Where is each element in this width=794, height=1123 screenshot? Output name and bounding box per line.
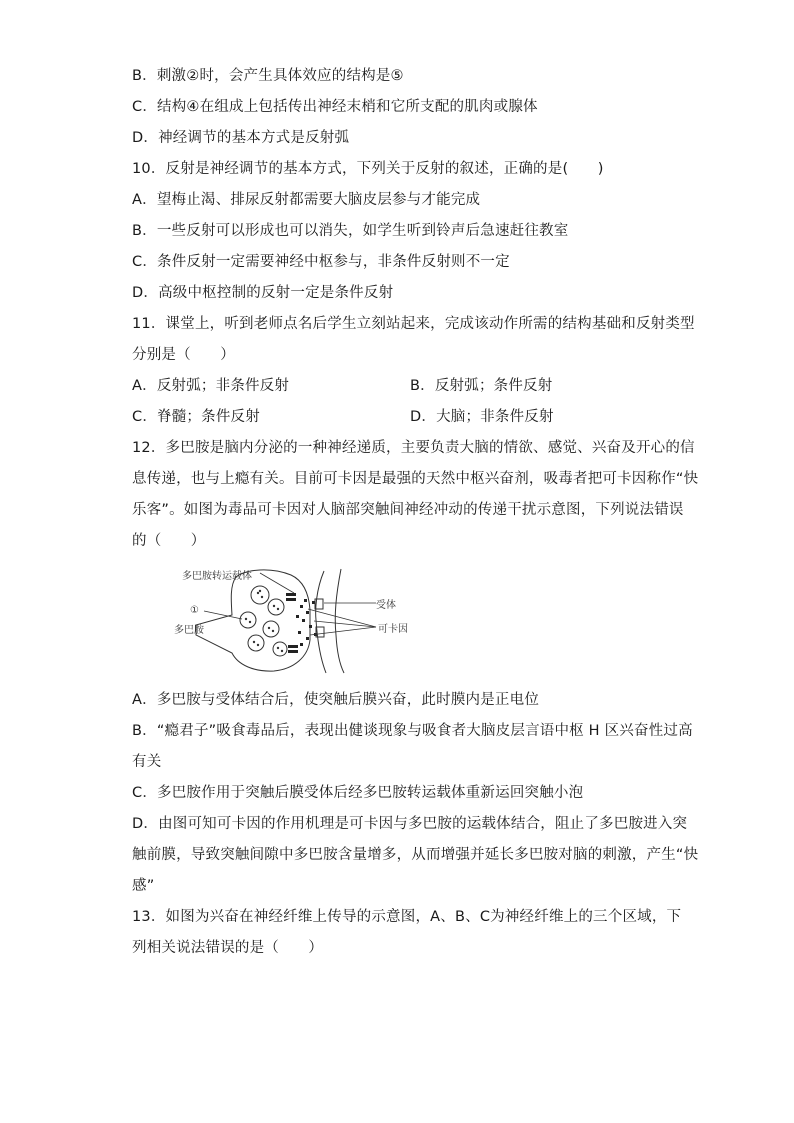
q10-option-b: B．一些反射可以形成也可以消失，如学生听到铃声后急速赶往教室	[132, 223, 569, 239]
q10-option-d: D．高级中枢控制的反射一定是条件反射	[132, 285, 394, 301]
q12-option-d-line1: D．由图可知可卡因的作用机理是可卡因与多巴胺的运载体结合，阻止了多巴胺进入突	[132, 816, 688, 832]
dopamine-label: 多巴胺	[174, 625, 204, 636]
transporter-label: 多巴胺转运载体	[182, 571, 252, 582]
q13-stem-line1: 13．如图为兴奋在神经纤维上传导的示意图，A、B、C为神经纤维上的三个区域，下	[132, 909, 682, 925]
q13-stem-line2: 列相关说法错误的是（ ）	[132, 940, 324, 956]
q12-option-d-line3: 感”	[132, 878, 155, 894]
q11-option-a: A．反射弧；非条件反射	[132, 378, 290, 394]
receptor-label: 受体	[376, 600, 396, 611]
q10-option-a: A．望梅止渴、排尿反射都需要大脑皮层参与才能完成	[132, 192, 481, 208]
q9-option-c: C．结构④在组成上包括传出神经末梢和它所支配的肌肉或腺体	[132, 99, 538, 115]
circle-one-label: ①	[190, 605, 199, 616]
q12-stem-line4: 的（ ）	[132, 533, 206, 549]
q11-stem-line2: 分别是（ ）	[132, 347, 235, 363]
cocaine-label: 可卡因	[378, 624, 408, 635]
q11-option-b: B．反射弧；条件反射	[410, 378, 553, 394]
q10-stem: 10．反射是神经调节的基本方式，下列关于反射的叙述，正确的是( )	[132, 161, 604, 177]
q12-stem-line2: 息传递，也与上瘾有关。目前可卡因是最强的天然中枢兴奋剂，吸毒者把可卡因称作“快	[132, 471, 699, 487]
q12-option-d-line2: 触前膜，导致突触间隙中多巴胺含量增多，从而增强并延长多巴胺对脑的刺激，产生“快	[132, 847, 699, 863]
q11-option-d: D．大脑；非条件反射	[410, 409, 554, 425]
q12-option-b-line1: B．“瘾君子”吸食毒品后，表现出健谈现象与吸食者大脑皮层言语中枢 H 区兴奋性过高	[132, 723, 693, 739]
q9-option-d: D．神经调节的基本方式是反射弧	[132, 130, 350, 146]
q11-stem-line1: 11．课堂上，听到老师点名后学生立刻站起来，完成该动作所需的结构基础和反射类型	[132, 316, 695, 332]
q11-option-c: C．脊髓；条件反射	[132, 409, 260, 425]
q12-stem-line1: 12．多巴胺是脑内分泌的一种神经递质，主要负责大脑的情欲、感觉、兴奋及开心的信	[132, 440, 695, 456]
q12-option-b-line2: 有关	[132, 754, 162, 770]
q10-option-c: C．条件反射一定需要神经中枢参与，非条件反射则不一定	[132, 254, 510, 270]
synapse-cocaine-figure	[176, 565, 436, 675]
q12-option-a: A．多巴胺与受体结合后，使突触后膜兴奋，此时膜内是正电位	[132, 692, 540, 708]
q12-option-c: C．多巴胺作用于突触后膜受体后经多巴胺转运载体重新运回突触小泡	[132, 785, 584, 801]
q9-option-b: B．刺激②时，会产生具体效应的结构是⑤	[132, 68, 404, 84]
q12-stem-line3: 乐客”。如图为毒品可卡因对人脑部突触间神经冲动的传递干扰示意图，下列说法错误	[132, 502, 684, 518]
